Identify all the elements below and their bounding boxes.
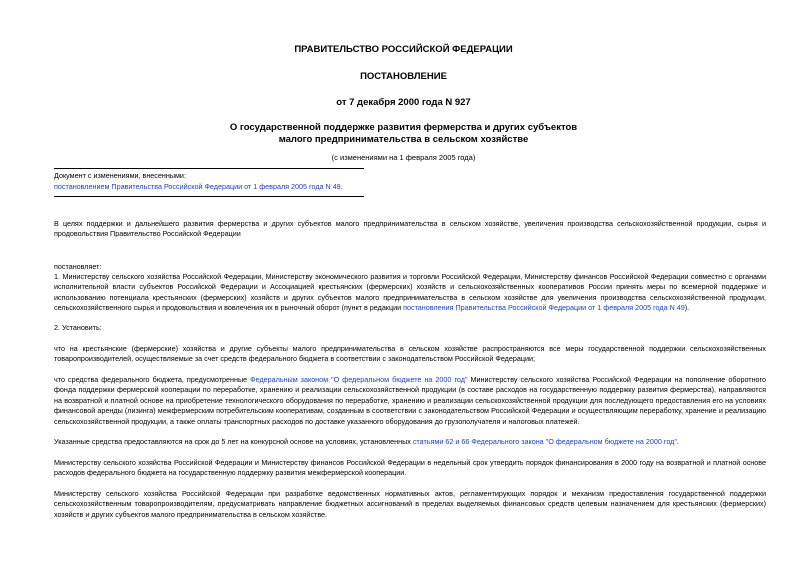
paragraph-1: [54, 272, 766, 314]
resolves-line: [54, 262, 766, 272]
p1-text: 1. Министерству сельского хозяйства Российской Федерации, Министерству экономического развития и торговли Российской Федерации, Министерству финансов Российской Федерации совместно с органами исполнительной власти субъектов Российской Федерации и Ассоциацией крестьянских (фермерских) хозяйств и сельскохозяйственных кооперативов России принять меры по всемерной поддержке и использованию потенциала крестьянских (фермерских) хозяйств и других субъектов малого предпринимательства в сельском хозяйстве для увеличения производства сельскохозяйственной продукции, сельскохозяйственного сырья и продовольствия и вовлечения их в рыночный оборот (пункт в редакции: [54, 272, 766, 313]
paragraph-4: [54, 375, 766, 427]
p1-end: ).: [684, 303, 690, 313]
p4-start: что средства федерального бюджета, предусмотренные: [54, 375, 251, 384]
intro-paragraph: [54, 219, 766, 240]
date-number: от 7 декабря 2000 года N 927: [336, 97, 471, 108]
changes-bottom-rule: [54, 196, 364, 197]
paragraph-2: [54, 323, 766, 333]
changes-label: Документ с изменениями, внесенными:: [54, 171, 186, 180]
intro-text: В целях поддержки и дальнейшего развития фермерства и других субъектов малого предпринимательства в сельском хозяйстве, увеличения производства сельскохозяйственной продукции, сырья и продовольствия Правительство Российской Федерации: [54, 219, 766, 239]
paragraph-7: [54, 489, 766, 520]
p7-text: Министерству сельского хозяйства Российской Федерации при разработке ведомственных нормативных актов, регламентирующих порядок и механизм предоставления государственной поддержки сельскохозяйственным товаропроизводителям, предусматривать направление бюджетных ассигнований в пределах выделяемых финансовых средств целевым назначением для крестьянских (фермерских) хозяйств и других субъектов малого предпринимательства в сельском хозяйстве.: [54, 489, 766, 519]
document-title: [0, 122, 807, 146]
title-line-2: малого предпринимательства в сельском хозяйстве: [278, 134, 529, 145]
paragraph-6: [54, 458, 766, 479]
resolves-text: постановляет:: [54, 262, 102, 271]
changes-box: [54, 170, 364, 192]
p2-text: 2. Установить:: [54, 323, 102, 332]
p5-start: Указанные средства предоставляются на срок до 5 лет на конкурсной основе на условиях, установленных: [54, 437, 413, 446]
changes-top-rule: [54, 168, 364, 169]
p5-end: .: [676, 437, 679, 446]
document-type: ПОСТАНОВЛЕНИЕ: [360, 71, 447, 82]
paragraph-3: [54, 344, 766, 365]
p6-text: Министерству сельского хозяйства Российской Федерации и Министерству финансов Российской Федерации в недельный срок утвердить порядок финансирования в 2000 году на возвратной и платной основе расходов федерального бюджета на государственную поддержку развития межфермерской кооперации.: [54, 458, 766, 478]
amendment-note: (с изменениями на 1 февраля 2005 года): [331, 153, 476, 162]
p1-link[interactable]: постановления Правительства Российской Федерации от 1 февраля 2005 года N 49: [403, 303, 685, 313]
p3-text: что на крестьянские (фермерские) хозяйства и другие субъекты малого предпринимательства в сельском хозяйстве распространяются все меры государственной поддержки сельскохозяйственных товаропроизводителей, осуществляемые за счет средств федерального бюджета в соответствии с законодательством Российской Федерации;: [54, 344, 766, 364]
p4-rest: Министерству сельского хозяйства Российской Федерации на пополнение оборотного фонда поддержки фермерской кооперации по переработке, хранению и реализации сельскохозяйственной продукции (в составе расходов на государственную поддержку развития фермерства), направляются на возвратной и платной основе на приобретение технологического оборудования по переработке, хранению и реализации сельскохозяйственной продукции для последующего предоставления его на условиях финансовой аренды (лизинга) межфермерским потребительским кооперативам, созданным в соответствии с законодательством Российской Федерации и осуществляющим переработку, хранение и реализацию сельскохозяйственной продукции, а также оплаты транспортных расходов по доставке указанного оборудования до грузополучателя и налоговых платежей.: [54, 375, 767, 426]
title-line-1: О государственной поддержке развития фермерства и других субъектов: [229, 122, 578, 133]
p5-link[interactable]: статьями 62 и 66 Федерального закона "О федеральном бюджете на 2000 год": [412, 437, 677, 446]
changes-link[interactable]: постановлением Правительства Российской Федерации от 1 февраля 2005 года N 49.: [54, 182, 343, 191]
p4-link[interactable]: Федеральным законом "О федеральном бюджете на 2000 год": [250, 375, 468, 384]
government-heading: ПРАВИТЕЛЬСТВО РОССИЙСКОЙ ФЕДЕРАЦИИ: [294, 44, 513, 55]
paragraph-5: [54, 437, 766, 447]
